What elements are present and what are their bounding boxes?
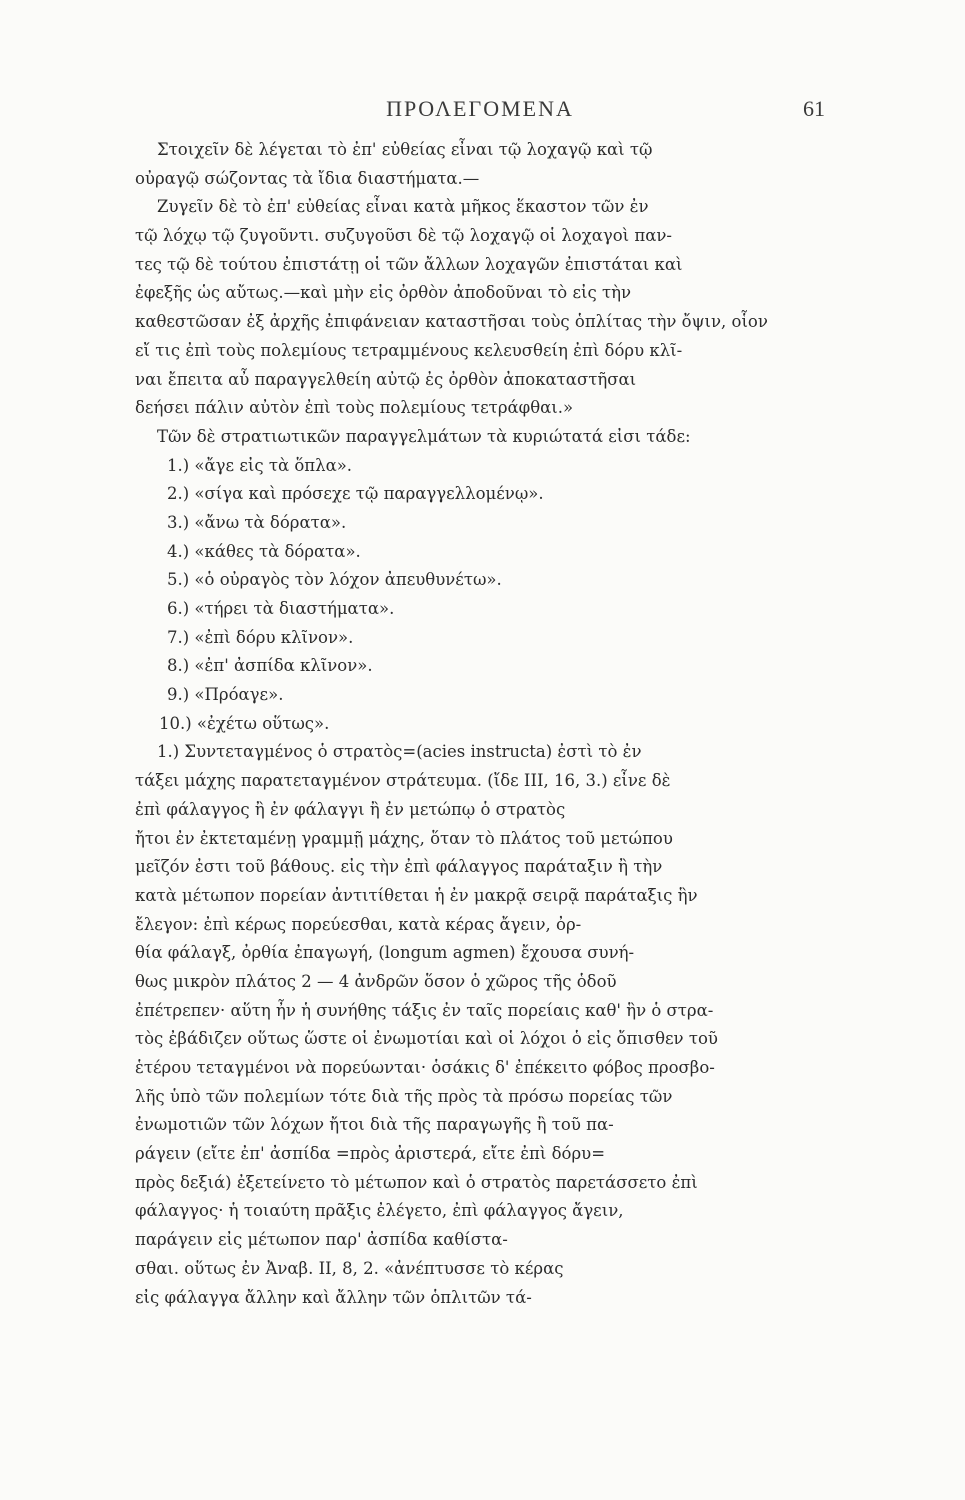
page-number: 61 — [803, 96, 825, 121]
footnote-line: ἑτέρου τεταγμένοι νὰ πορεύωνται· ὁσάκις δ' ἐπέκειτο φόβος προσβο- — [135, 1058, 715, 1077]
footnote-line: θία φάλαγξ, ὀρθία ἐπαγωγή, (longum agmen) ἔχουσα συνή- — [135, 943, 635, 963]
footnote-line: ἐπὶ φάλαγγος ἢ ἐν φάλαγγι ἢ ἐν μετώπῳ ὁ στρατὸς — [135, 799, 566, 819]
text-line: οὐραγῷ σώζοντας τὰ ἴδια διαστήματα.— — [135, 168, 480, 188]
text-line: ἐφεξῆς ὡς αὔτως.—καὶ μὴν εἰς ὀρθὸν ἀποδοῦναι τὸ εἰς τὴν — [135, 283, 631, 303]
running-head: ΠΡΟΛΕΓΟΜΕΝΑ — [386, 96, 574, 121]
body-text — [135, 136, 825, 1341]
footnote-line: τὸς ἐβάδιζεν οὕτως ὥστε οἱ ἐνωμοτίαι καὶ οἱ λόχοι ὁ εἰς ὄπισθεν τοῦ — [135, 1029, 718, 1049]
footnote-line: εἰς φάλαγγα ἄλλην καὶ ἄλλην τῶν ὁπλιτῶν τά- — [135, 1287, 532, 1307]
text-line: δεήσει πάλιν αὐτὸν ἐπὶ τοὺς πολεμίους τετράφθαι.» — [135, 398, 574, 418]
footnote-line: μεῖζόν ἐστι τοῦ βάθους. εἰς τὴν ἐπὶ φάλαγγος παράταξιν ἢ τὴν — [135, 857, 663, 877]
command-list-item: 1.) «ἄγε εἰς τὰ ὅπλα». — [167, 455, 353, 475]
text-line: τῷ λόχῳ τῷ ζυγοῦντι. συζυγοῦσι δὲ τῷ λοχαγῷ οἱ λοχαγοὶ παν- — [135, 226, 672, 246]
command-list-item: 5.) «ὁ οὐραγὸς τὸν λόχον ἀπευθυνέτω». — [167, 570, 502, 590]
command-list-item: 7.) «ἐπὶ δόρυ κλῖνον». — [167, 627, 354, 647]
command-list-item: 4.) «κάθες τὰ δόρατα». — [167, 541, 361, 561]
command-list-item: 3.) «ἄνω τὰ δόρατα». — [167, 512, 347, 532]
footnote-line: λῆς ὑπὸ τῶν πολεμίων τότε διὰ τῆς πρὸς τὰ πρόσω πορείας τῶν — [135, 1086, 673, 1106]
command-list-item: 6.) «τήρει τὰ διαστήματα». — [167, 599, 395, 618]
footnote-line: παράγειν εἰς μέτωπον παρ' ἀσπίδα καθίστα- — [135, 1230, 508, 1250]
footnote-line: ἔλεγον: ἐπὶ κέρως πορεύεσθαι, κατὰ κέρας ἄγειν, ὀρ- — [135, 914, 582, 934]
command-list-item: 9.) «Πρόαγε». — [167, 685, 284, 705]
text-line: καθεστῶσαν ἐξ ἀρχῆς ἐπιφάνειαν καταστῆσαι τοὺς ὁπλίτας τὴν ὄψιν, οἷον — [135, 312, 768, 332]
footnote-line: τάξει μάχης παρατεταγμένον στράτευμα. (ἴδε III, 16, 3.) εἶνε δὲ — [135, 771, 671, 791]
command-list-item: 10.) «ἐχέτω οὕτως». — [159, 713, 330, 733]
footnote-line: ράγειν (εἴτε ἐπ' ἀσπίδα =πρὸς ἀριστερά, εἴτε ἐπὶ δόρυ= — [135, 1144, 606, 1164]
text-line: Στοιχεῖν δὲ λέγεται τὸ ἐπ' εὐθείας εἶναι τῷ λοχαγῷ καὶ τῷ — [157, 140, 653, 159]
footnote-line: φάλαγγος· ἡ τοιαύτη πρᾶξις ἐλέγετο, ἐπὶ φάλαγγος ἄγειν, — [135, 1201, 624, 1221]
text-line: τες τῷ δὲ τούτου ἐπιστάτῃ οἱ τῶν ἄλλων λοχαγῶν ἐπιστάται καὶ — [135, 254, 683, 274]
footnote-line — [135, 1312, 825, 1341]
footnote-line: θως μικρὸν πλάτος 2 — 4 ἀνδρῶν ὅσον ὁ χῶρος τῆς ὁδοῦ — [135, 971, 617, 991]
footnote-line: κατὰ μέτωπον πορείαν ἀντιτίθεται ἡ ἐν μακρᾷ σειρᾷ παράταξις ἣν — [135, 885, 698, 905]
footnote-line: πρὸς δεξιά) ἐξετείνετο τὸ μέτωπον καὶ ὁ στρατὸς παρετάσσετο ἐπὶ — [135, 1172, 698, 1192]
text-line: Ζυγεῖν δὲ τὸ ἐπ' εὐθείας εἶναι κατὰ μῆκος ἕκαστον τῶν ἐν — [157, 197, 649, 217]
footnote-line: ἤτοι ἐν ἐκτεταμένῃ γραμμῇ μάχης, ὅταν τὸ πλάτος τοῦ μετώπου — [135, 828, 673, 848]
footnote-line: ἐπέτρεπεν· αὕτη ἦν ἡ συνήθης τάξις ἐν ταῖς πορείαις καθ' ἣν ὁ στρα- — [135, 1000, 714, 1020]
command-list-item: 2.) «σίγα καὶ πρόσεχε τῷ παραγγελλομένῳ». — [167, 484, 544, 504]
text-line: ναι ἔπειτα αὖ παραγγελθείη αὐτῷ ἐς ὀρθὸν ἀποκαταστῆσαι — [135, 369, 637, 389]
text-line: Τῶν δὲ στρατιωτικῶν παραγγελμάτων τὰ κυριώτατά εἰσι τάδε: — [157, 426, 691, 446]
text-line: εἴ τις ἐπὶ τοὺς πολεμίους τετραμμένους κελευσθείη ἐπὶ δόρυ κλῖ- — [135, 340, 683, 360]
footnote-line: σθαι. οὕτως ἐν Ἀναβ. II, 8, 2. «ἀνέπτυσσε τὸ κέρας — [135, 1258, 564, 1278]
page-header — [135, 96, 825, 126]
footnote-line: 1.) Συντεταγμένος ὁ στρατὸς=(acies instructa) ἐστὶ τὸ ἐν — [157, 742, 642, 762]
footnote-line: ἐνωμοτιῶν τῶν λόχων ἤτοι διὰ τῆς παραγωγῆς ἢ τοῦ πα- — [135, 1115, 614, 1135]
command-list-item: 8.) «ἐπ' ἀσπίδα κλῖνον». — [167, 656, 373, 676]
